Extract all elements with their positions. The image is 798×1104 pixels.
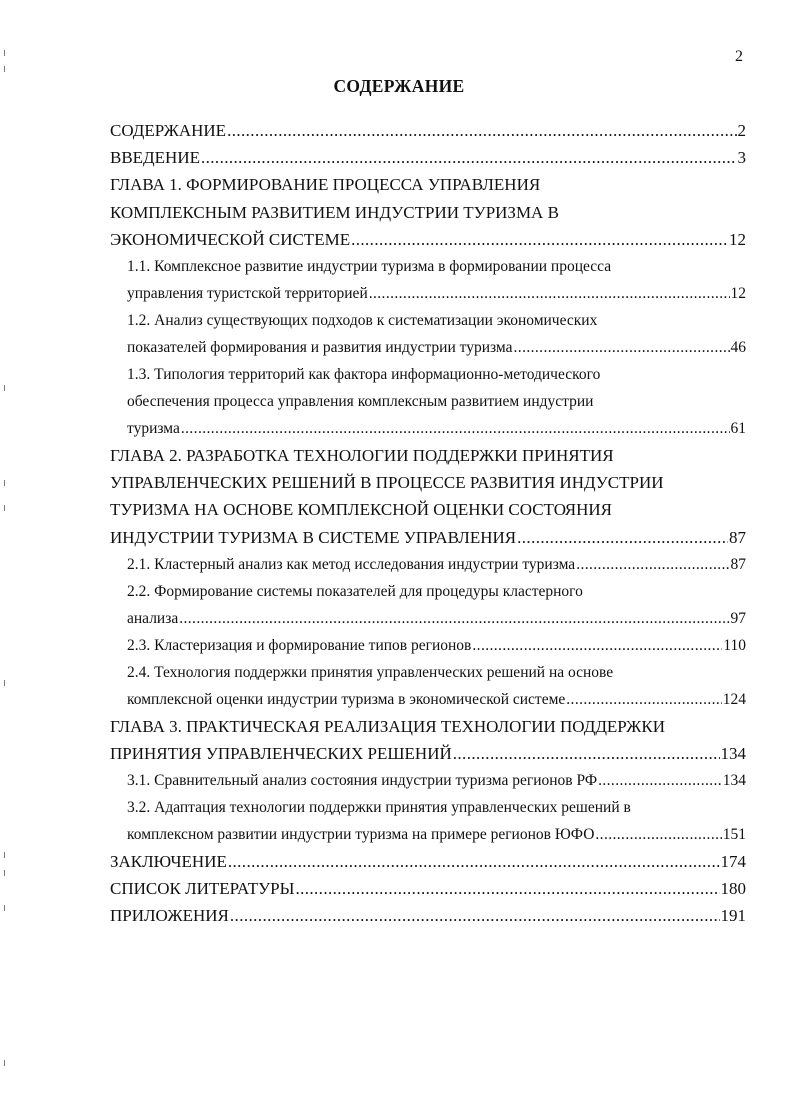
toc-entry-text: ЭКОНОМИЧЕСКОЙ СИСТЕМЕ xyxy=(110,229,351,249)
toc-entry[interactable] xyxy=(127,794,746,848)
toc-leader-dots xyxy=(295,875,719,902)
toc-leader-dots xyxy=(181,415,730,442)
toc-leader-dots xyxy=(228,848,720,875)
table-of-contents xyxy=(0,117,798,930)
toc-entry-text: ПРИЛОЖЕНИЯ xyxy=(110,906,229,926)
toc-entry[interactable] xyxy=(110,875,746,902)
toc-leader-dots xyxy=(576,551,729,578)
toc-entry[interactable] xyxy=(127,632,746,659)
toc-entry-text: туризма xyxy=(127,419,180,437)
toc-leader-dots xyxy=(566,686,721,713)
toc-entry[interactable] xyxy=(110,902,746,929)
toc-entry[interactable] xyxy=(127,659,746,713)
toc-leader-dots xyxy=(201,144,737,171)
toc-entry-text: ГЛАВА 3. ПРАКТИЧЕСКАЯ РЕАЛИЗАЦИЯ ТЕХНОЛОГИИ ПОДДЕРЖКИ xyxy=(110,716,665,736)
toc-entry-text: УПРАВЛЕНЧЕСКИХ РЕШЕНИЙ В ПРОЦЕССЕ РАЗВИТИЯ ИНДУСТРИИ xyxy=(110,473,664,493)
toc-page-number: 110 xyxy=(723,636,746,654)
toc-page-number: 61 xyxy=(730,419,746,437)
toc-leader-dots xyxy=(517,524,728,551)
toc-page-number: 46 xyxy=(730,338,746,356)
toc-page-number: 124 xyxy=(722,690,746,708)
toc-entry-text: показателей формирования и развития индустрии туризма xyxy=(127,338,513,356)
toc-page-number: 191 xyxy=(720,906,746,926)
toc-entry-text: 1.3. Типология территорий как фактора информационно-методического xyxy=(127,365,601,383)
toc-page-number: 180 xyxy=(720,879,746,899)
toc-entry-text: ГЛАВА 1. ФОРМИРОВАНИЕ ПРОЦЕССА УПРАВЛЕНИЯ xyxy=(110,175,541,195)
toc-leader-dots xyxy=(369,280,730,307)
toc-page-number: 3 xyxy=(737,148,746,168)
toc-page-number: 151 xyxy=(722,826,746,844)
toc-entry-text: 1.2. Анализ существующих подходов к систематизации экономических xyxy=(127,311,598,329)
toc-entry-text: СОДЕРЖАНИЕ xyxy=(110,121,227,140)
toc-entry-text: ГЛАВА 2. РАЗРАБОТКА ТЕХНОЛОГИИ ПОДДЕРЖКИ ПРИНЯТИЯ xyxy=(110,445,614,465)
toc-entry[interactable] xyxy=(127,307,746,361)
toc-entry-text: 3.2. Адаптация технологии поддержки принятия управленческих решений в xyxy=(127,799,631,817)
toc-leader-dots xyxy=(230,902,720,929)
toc-entry-text: 2.3. Кластеризация и формирование типов регионов xyxy=(127,636,472,654)
toc-entry[interactable] xyxy=(127,551,746,578)
toc-entry-text: 2.4. Технология поддержки принятия управленческих решений на основе xyxy=(127,663,614,681)
page-number: 2 xyxy=(735,48,743,65)
toc-page-number: 97 xyxy=(730,609,746,627)
toc-entry-text: 1.1. Комплексное развитие индустрии туризма в формировании процесса xyxy=(127,257,612,275)
toc-entry-text: ВВЕДЕНИЕ xyxy=(110,148,200,168)
toc-entry[interactable] xyxy=(127,578,746,632)
toc-entry-text: ЗАКЛЮЧЕНИЕ xyxy=(110,852,227,872)
toc-leader-dots xyxy=(453,740,720,767)
toc-entry-text: ИНДУСТРИИ ТУРИЗМА В СИСТЕМЕ УПРАВЛЕНИЯ xyxy=(110,527,517,547)
toc-leader-dots xyxy=(472,632,722,659)
toc-page-number: 12 xyxy=(729,229,746,249)
toc-entry[interactable] xyxy=(110,144,746,171)
toc-entry-text: 2.2. Формирование системы показателей для процедуры кластерного xyxy=(127,582,583,600)
toc-entry[interactable] xyxy=(110,442,746,551)
toc-entry[interactable] xyxy=(127,253,746,307)
toc-entry[interactable] xyxy=(110,117,746,144)
toc-leader-dots xyxy=(514,334,730,361)
toc-entry-text: СПИСОК ЛИТЕРАТУРЫ xyxy=(110,879,295,899)
toc-entry-text: 2.1. Кластерный анализ как метод исследования индустрии туризма xyxy=(127,555,576,573)
toc-entry-text: ТУРИЗМА НА ОСНОВЕ КОМПЛЕКСНОЙ ОЦЕНКИ СОСТОЯНИЯ xyxy=(110,500,612,520)
toc-entry-text: анализа xyxy=(127,609,179,627)
toc-entry-text: ПРИНЯТИЯ УПРАВЛЕНЧЕСКИХ РЕШЕНИЙ xyxy=(110,743,452,763)
toc-leader-dots xyxy=(179,605,729,632)
toc-page-number: 87 xyxy=(729,527,746,547)
toc-leader-dots xyxy=(598,767,722,794)
toc-page-number: 12 xyxy=(730,284,746,302)
toc-entry[interactable] xyxy=(110,848,746,875)
toc-entry-text: комплексной оценки индустрии туризма в экономической системе xyxy=(127,690,566,708)
toc-entry[interactable] xyxy=(110,171,746,253)
toc-leader-dots xyxy=(351,226,728,253)
toc-page-number: 134 xyxy=(720,743,746,763)
toc-leader-dots xyxy=(595,821,721,848)
toc-entry-text: управления туристской территорией xyxy=(127,284,368,302)
toc-entry-text: комплексном развитии индустрии туризма на примере регионов ЮФО xyxy=(127,826,595,844)
toc-page-number: 174 xyxy=(720,852,746,872)
toc-page-number: 2 xyxy=(737,121,746,140)
toc-entry[interactable] xyxy=(127,767,746,794)
toc-entry[interactable] xyxy=(127,361,746,442)
toc-entry[interactable] xyxy=(110,713,746,767)
toc-leader-dots xyxy=(227,117,736,144)
toc-entry-text: обеспечения процесса управления комплексным развитием индустрии xyxy=(127,392,594,410)
toc-entry-text: 3.1. Сравнительный анализ состояния индустрии туризма регионов РФ xyxy=(127,772,598,790)
toc-page-number: 134 xyxy=(722,772,746,790)
toc-entry-text: КОМПЛЕКСНЫМ РАЗВИТИЕМ ИНДУСТРИИ ТУРИЗМА В xyxy=(110,202,559,222)
page-title: СОДЕРЖАНИЕ xyxy=(333,76,465,96)
toc-page-number: 87 xyxy=(730,555,746,573)
